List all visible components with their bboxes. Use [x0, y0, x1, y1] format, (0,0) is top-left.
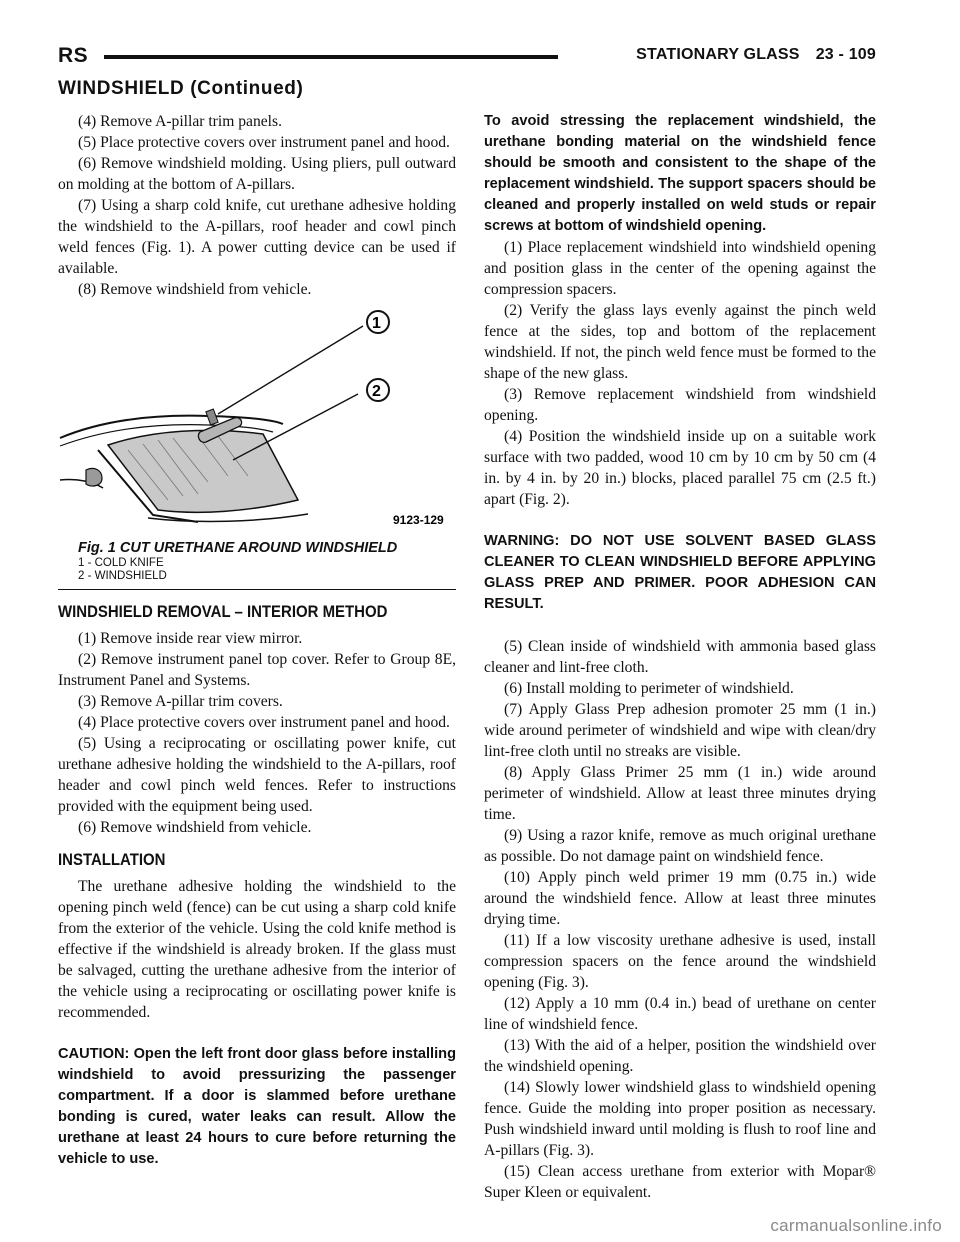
left-column: [58, 111, 456, 1170]
step-paragraph: (4) Remove A-pillar trim panels.: [78, 113, 282, 130]
step-paragraph: (5) Using a reciprocating or oscillating power knife, cut urethane adhesive holding the windshield to the A-pillars, roof header and cowl pinch weld fences. Refer to instructions provided with the equipment being used.: [58, 735, 456, 815]
figure-rule: [58, 589, 456, 590]
cold-knife-blade-mount: [206, 409, 218, 425]
figure-code: 9123-129: [393, 513, 444, 527]
section-heading-removal: WINDSHIELD REMOVAL – INTERIOR METHOD: [58, 602, 388, 621]
step-paragraph: (6) Remove windshield molding. Using pliers, pull outward on molding at the bottom of A-pillars.: [58, 155, 456, 193]
figure-1-illustration: [58, 310, 456, 539]
callout-label-1: 1: [372, 315, 381, 332]
windshield-cut-drawing: [58, 310, 456, 539]
caution-note: CAUTION: Open the left front door glass before installing windshield to avoid pressurizing the passenger compartment. If a door is slammed before urethane bonding is cured, water leaks can result. Allow the urethane at least 24 hours to cure before returning the vehicle to use.: [58, 1046, 456, 1167]
step-paragraph: (14) Slowly lower windshield glass to windshield opening fence. Guide the molding into proper position as necessary. Push windshield inward until molding is flush to roof line and A-pillars (Fig. 3).: [484, 1079, 876, 1159]
step-paragraph: (5) Place protective covers over instrument panel and hood.: [78, 134, 450, 151]
step-paragraph: (10) Apply pinch weld primer 19 mm (0.75 in.) wide around the windshield fence. Allow at least three minutes drying time.: [484, 869, 876, 928]
step-paragraph: (6) Remove windshield from vehicle.: [78, 819, 312, 836]
step-paragraph: (3) Remove A-pillar trim covers.: [78, 693, 283, 710]
header-vehicle-code: RS: [58, 44, 89, 67]
step-paragraph: (1) Remove inside rear view mirror.: [78, 630, 303, 647]
bold-intro-note: To avoid stressing the replacement windshield, the urethane bonding material on the windshield fence should be smooth and consistent to the shape of the replacement windshield. The support spacers should be cleaned and properly installed on weld studs or repair screws at bottom of windshield opening.: [484, 113, 876, 234]
step-paragraph: (8) Remove windshield from vehicle.: [78, 281, 312, 298]
header-right: [636, 46, 876, 64]
step-paragraph: (15) Clean access urethane from exterior with Mopar® Super Kleen or equivalent.: [484, 1163, 876, 1201]
callout-label-2: 2: [372, 383, 381, 400]
body-paragraph: The urethane adhesive holding the windshield to the opening pinch weld (fence) can be cut using a sharp cold knife from the exterior of the vehicle. Using the cold knife method is effective if the windshield is already broken. If the glass must be salvaged, cutting the urethane adhesive from the interior of the vehicle using a reciprocating or oscillating power knife is recommended.: [58, 878, 456, 1021]
figure-caption: Fig. 1 CUT URETHANE AROUND WINDSHIELD: [78, 540, 398, 556]
header-page-number: 23 - 109: [815, 46, 876, 63]
step-paragraph: (3) Remove replacement windshield from windshield opening.: [484, 386, 876, 424]
step-paragraph: (4) Position the windshield inside up on a suitable work surface with two padded, wood 10 cm by 10 cm by 50 cm (4 in. by 4 in. by 20 in.) blocks, placed parallel 75 cm (2.5 ft.) apart (Fig. 2).: [484, 428, 876, 508]
step-paragraph: (7) Apply Glass Prep adhesion promoter 25 mm (1 in.) wide around perimeter of windshield and wipe with clean/dry lint-free cloth until no streaks are visible.: [484, 701, 876, 760]
step-paragraph: (8) Apply Glass Primer 25 mm (1 in.) wide around perimeter of windshield. Allow at least three minutes drying time.: [484, 764, 876, 823]
header-section-title: STATIONARY GLASS: [636, 46, 800, 63]
step-paragraph: (2) Remove instrument panel top cover. Refer to Group 8E, Instrument Panel and Systems.: [58, 651, 456, 689]
section-heading-installation: INSTALLATION: [58, 850, 166, 869]
step-paragraph: (11) If a low viscosity urethane adhesive is used, install compression spacers on the fence around the windshield opening (Fig. 3).: [484, 932, 876, 991]
leader-line-1: [218, 326, 363, 414]
watermark: carmanualsonline.info: [770, 1216, 942, 1235]
step-paragraph: (4) Place protective covers over instrument panel and hood.: [78, 714, 450, 731]
warning-note: WARNING: DO NOT USE SOLVENT BASED GLASS CLEANER TO CLEAN WINDSHIELD BEFORE APPLYING GLASS PREP AND PRIMER. POOR ADHESION CAN RESULT.: [484, 533, 876, 612]
continued-title: WINDSHIELD (Continued): [58, 78, 304, 99]
leader-line-2: [233, 394, 358, 460]
side-mirror: [86, 468, 102, 486]
step-paragraph: (13) With the aid of a helper, position the windshield over the windshield opening.: [484, 1037, 876, 1075]
figure-legend-item: 1 - COLD KNIFE: [78, 557, 164, 569]
step-paragraph: (9) Using a razor knife, remove as much original urethane as possible. Do not damage paint on windshield fence.: [484, 827, 876, 865]
page-header: [58, 44, 876, 72]
step-paragraph: (1) Place replacement windshield into windshield opening and position glass in the center of the opening against the compression spacers.: [484, 239, 876, 298]
step-paragraph: (12) Apply a 10 mm (0.4 in.) bead of urethane on center line of windshield fence.: [484, 995, 876, 1033]
step-paragraph: (7) Using a sharp cold knife, cut urethane adhesive holding the windshield to the A-pillars, roof header and cowl pinch weld fences (Fig. 1). A power cutting device can be used if available.: [58, 197, 456, 277]
step-paragraph: (6) Install molding to perimeter of windshield.: [504, 680, 794, 697]
step-paragraph: (5) Clean inside of windshield with ammonia based glass cleaner and lint-free cloth.: [484, 638, 876, 676]
figure-legend-item: 2 - WINDSHIELD: [78, 570, 167, 582]
right-column: [484, 111, 876, 1203]
step-paragraph: (2) Verify the glass lays evenly against the pinch weld fence at the sides, top and bottom of the replacement windshield. If not, the pinch weld fence must be formed to the shape of the new glass.: [484, 302, 876, 382]
header-rule: [104, 55, 558, 59]
